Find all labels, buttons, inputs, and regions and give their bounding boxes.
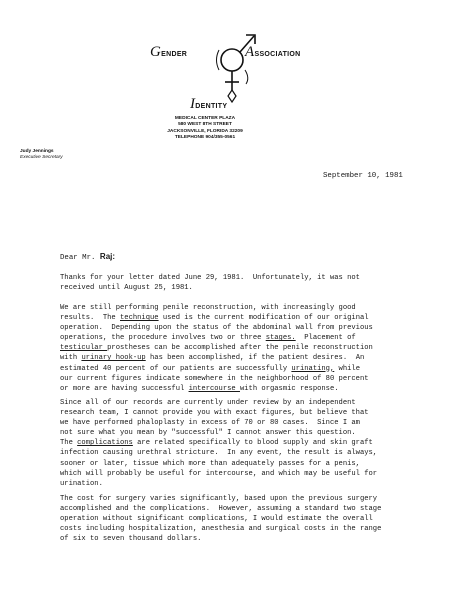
text-line: urination. — [60, 479, 103, 488]
underlined-word: stages. — [265, 334, 296, 343]
text-line: We are still performing penile reconstruction, with increasingly good — [60, 304, 356, 312]
text-line — [60, 384, 373, 394]
text-line: The cost for surgery varies significantly, based upon the previous surgery — [60, 495, 378, 503]
address-line: TELEPHONE 904/355-0561 — [174, 135, 236, 141]
text-line: operation without significant complications, I would estimate the overall — [60, 515, 373, 524]
text-segment: operations, the procedure involves two or three — [60, 334, 266, 343]
text-segment: used is the current modification of our original — [158, 314, 369, 323]
address-line: MEDICAL CENTER PLAZA — [174, 116, 236, 121]
logo-word-gender — [150, 44, 187, 61]
logo-initial-g: G — [150, 44, 162, 60]
text-line: of six to seven thousand dollars. — [60, 535, 202, 544]
text-segment: with — [60, 354, 82, 363]
paragraph-1 — [60, 273, 360, 293]
underlined-word: intercourse — [188, 384, 240, 393]
text-line: accomplished and the complications. However, assuming a standard two stage — [60, 505, 382, 514]
text-line: operation. Depending upon the status of the abdominal wall from previous — [60, 324, 373, 333]
logo-identity-rest: DENTITY — [195, 103, 228, 110]
secretary-title: Executive Secretary — [20, 155, 63, 160]
text-line — [60, 313, 373, 323]
underlined-word: complications — [77, 439, 133, 448]
text-line: costs including hospitalization, anesthesia and surgical costs in the range — [60, 525, 382, 534]
paragraph-4 — [60, 494, 381, 544]
text-line — [60, 333, 373, 343]
underlined-word: urinary hook-up — [81, 354, 146, 363]
letterhead-address — [150, 116, 260, 142]
text-segment: estimated 40 percent of our patients are successfully — [60, 364, 292, 373]
text-line: Since all of our records are currently under review by an independent — [60, 399, 356, 407]
text-segment: The — [60, 439, 78, 448]
logo-word-identity — [190, 96, 227, 113]
text-line: our current figures indicate somewhere in the neighborhood of 80 percent — [60, 374, 369, 383]
underlined-word: technique — [120, 314, 159, 323]
underlined-word: urinating, — [291, 364, 335, 373]
address-line: JACKSONVILLE, FLORIDA 32209 — [167, 128, 243, 134]
text-segment: while — [334, 364, 360, 373]
paragraph-3 — [60, 398, 377, 489]
text-line — [60, 353, 373, 363]
text-line: infection causing urethral stricture. In any event, the result is always, — [60, 449, 378, 458]
text-line: Thanks for your letter dated June 29, 1981. Unfortunately, it was not — [60, 274, 360, 282]
text-segment: Placement of — [295, 334, 356, 343]
text-line: research team, I cannot provide you with exact figures, but believe that — [60, 409, 369, 418]
text-segment: results. The — [60, 314, 120, 323]
salutation-prefix: Dear Mr. — [60, 254, 100, 262]
text-segment: prostheses can be accomplished after the penile reconstruction — [107, 344, 373, 353]
letter-date: September 10, 1981 — [323, 172, 403, 180]
address-line: 580 WEST 8TH STREET — [178, 122, 232, 128]
text-line: not sure what you mean by "successful" I cannot answer this question. — [60, 429, 356, 438]
recipient-name: Raj: — [99, 252, 116, 261]
text-line — [60, 438, 377, 448]
text-segment: or more are having successful — [60, 384, 189, 393]
logo-association-rest: SSOCIATION — [254, 51, 301, 58]
text-line: sooner or later, tissue which more than adequately passes for a penis, — [60, 459, 360, 468]
text-line: which will probably be useful for intercourse, and which may be useful for — [60, 469, 378, 478]
text-line: we have performed phaloplasty in excess of 70 or 80 cases. Since I am — [60, 419, 360, 428]
letterhead-logo — [150, 18, 330, 113]
logo-gender-rest: ENDER — [161, 51, 188, 58]
text-segment: with orgasmic response. — [239, 384, 339, 393]
paragraph-2 — [60, 303, 373, 394]
text-line: received until August 25, 1981. — [60, 284, 193, 293]
text-segment: are related specifically to blood supply and skin graft — [132, 439, 373, 448]
logo-initial-i: I — [190, 96, 196, 112]
secretary-block — [20, 149, 63, 161]
logo-initial-a: A — [245, 44, 255, 60]
underlined-word: testicular — [60, 344, 108, 353]
text-line — [60, 364, 373, 374]
logo-word-association — [245, 44, 301, 61]
text-line — [60, 343, 373, 353]
text-segment: has been accomplished, if the patient desires. An — [145, 354, 365, 363]
salutation — [60, 252, 115, 262]
secretary-name: Judy Jennings — [20, 149, 54, 154]
